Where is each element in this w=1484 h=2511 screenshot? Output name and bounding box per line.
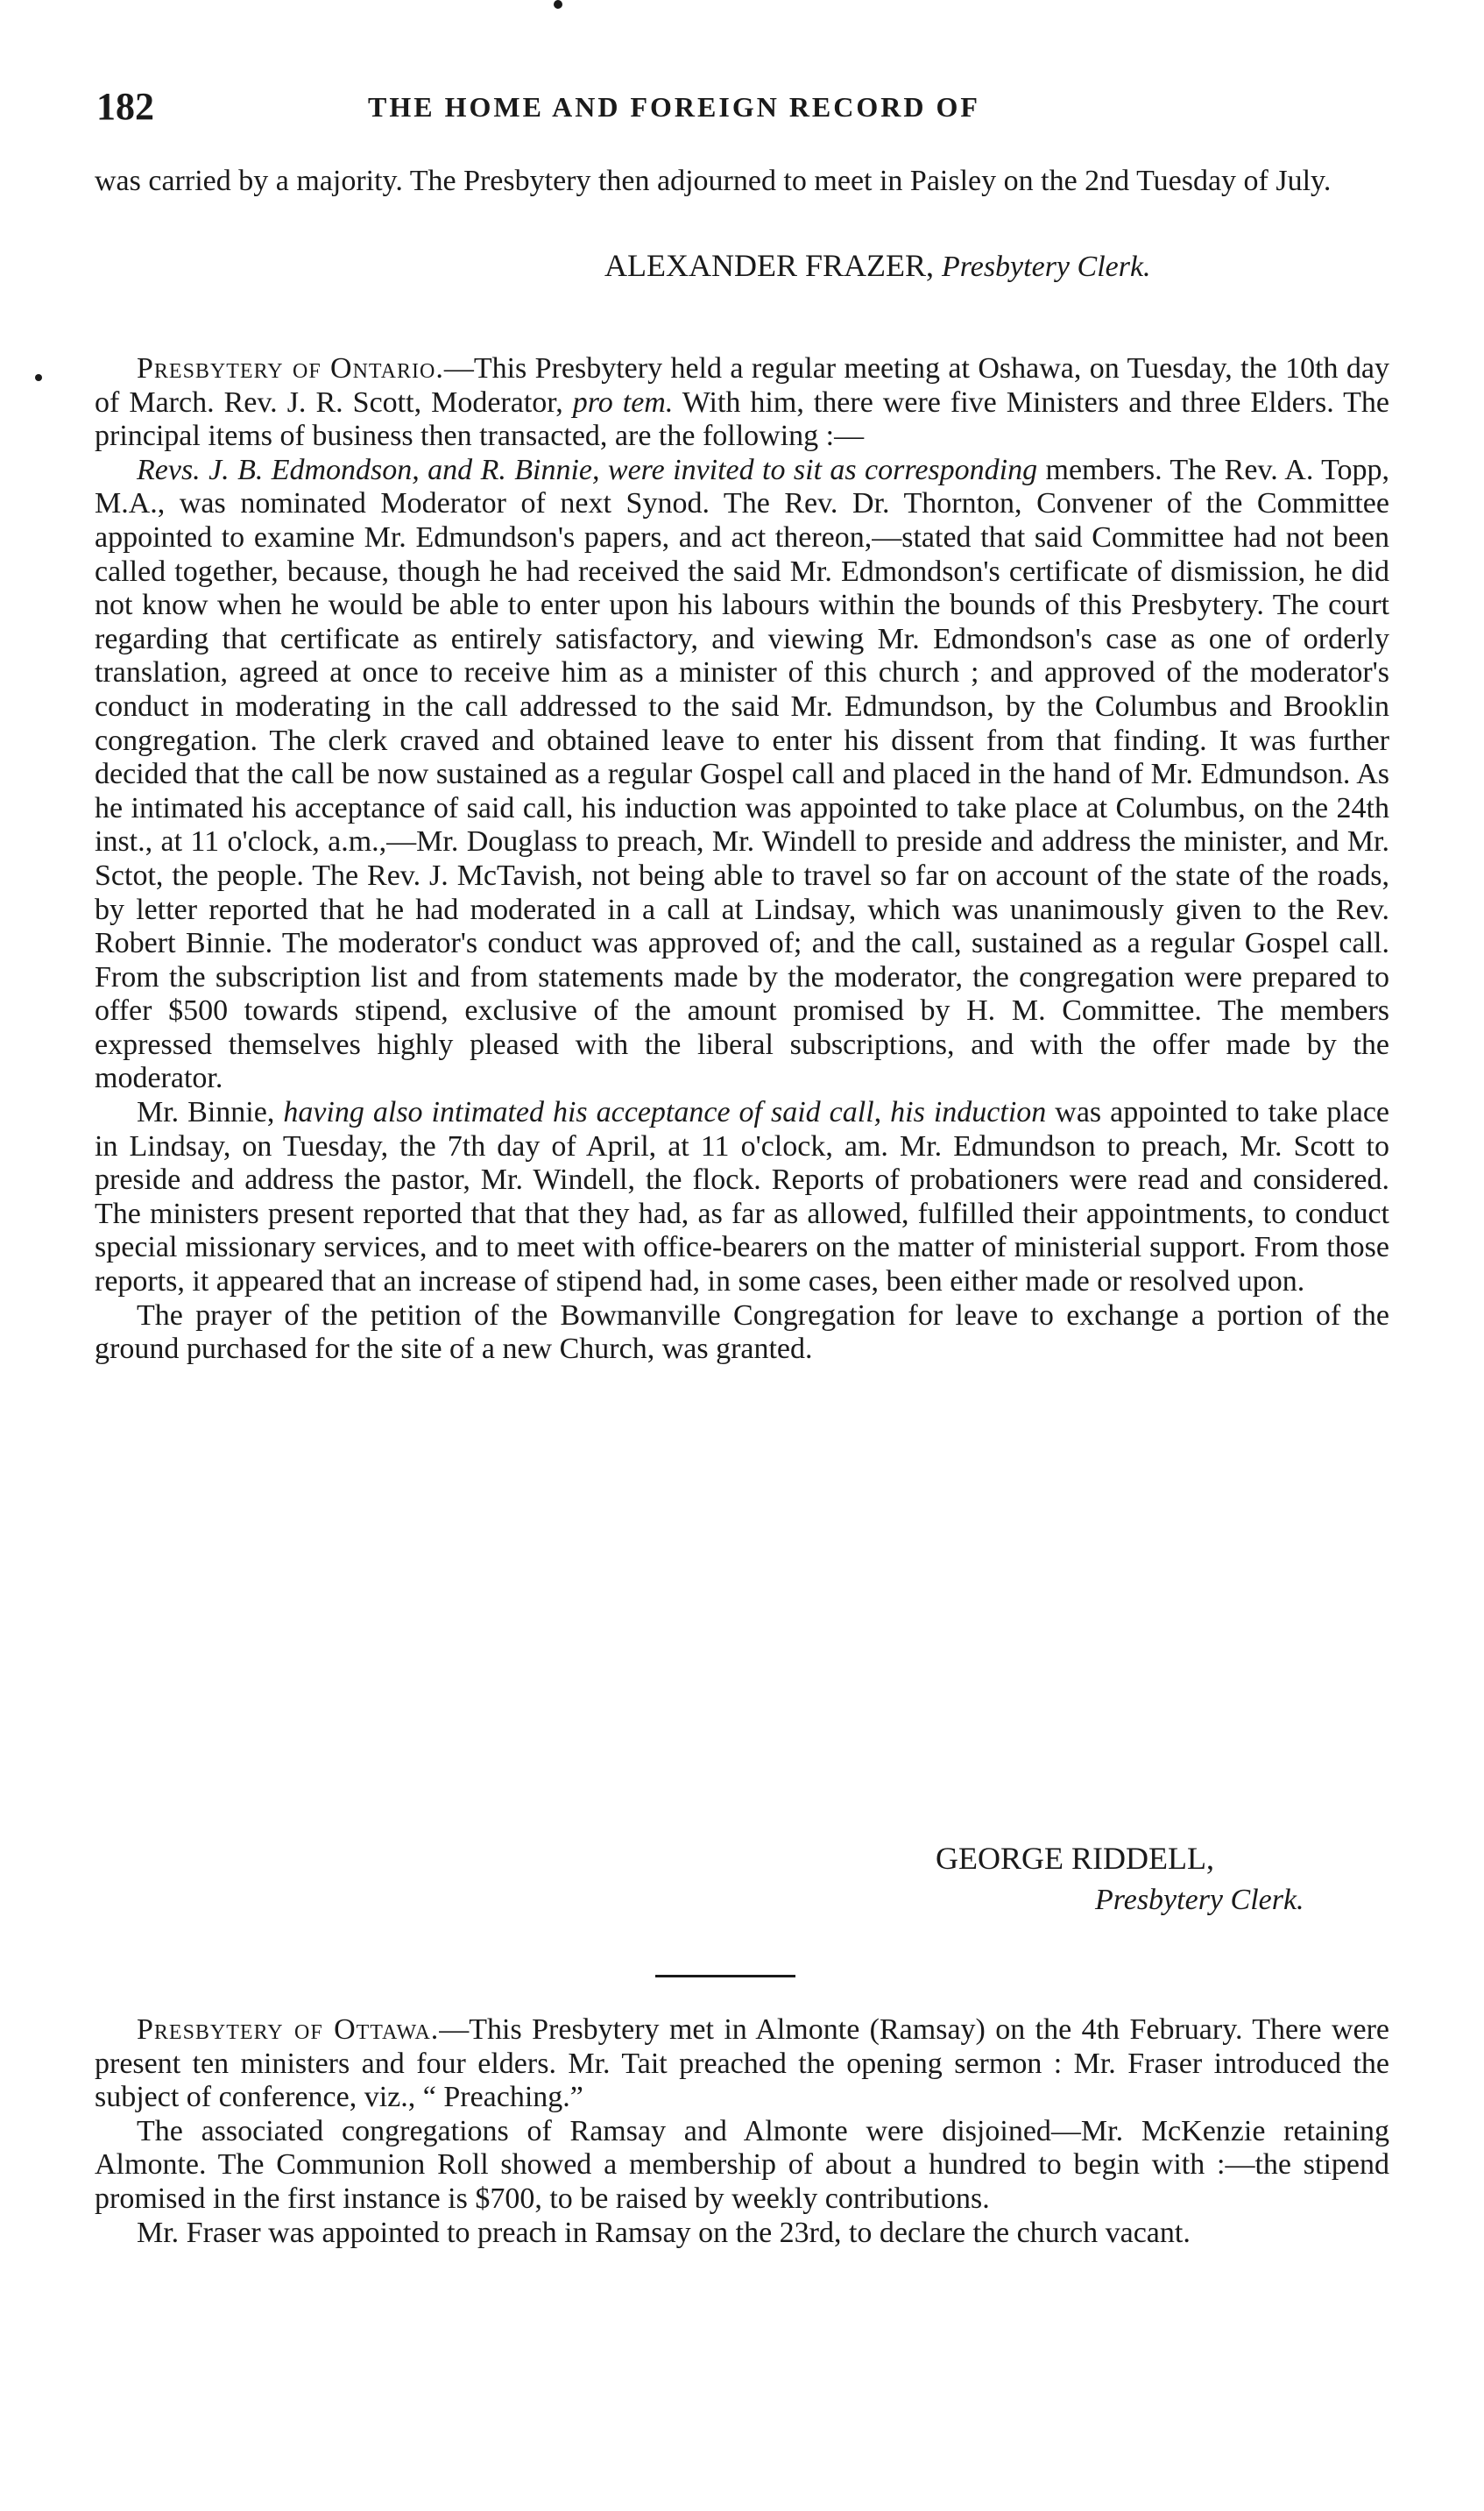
signature-riddell (936, 1840, 1214, 1877)
ottawa-intro-text: —This Presbytery met in Almonte (Ramsay) on the 4th February. There were present ten ministers and four elders. Mr. Tait preached the opening sermon : Mr. Fraser introduced the subject of conference, viz., “ Preaching.” (95, 2013, 1390, 2114)
ontario-para-2-text: was appointed to take place in Lindsay, on Tuesday, the 7th day of April, at 11 o'clock, am. Mr. Edmundson to preach, Mr. Scott to preside and address the pastor, Mr. Windell, the flock. Reports of probationers were read and considered. The ministers present reported that that they had, as far as allowed, fulfilled their appointments, to conduct special missionary services, and to meet with office-bearers on the matter of ministerial support. From those reports, it appeared that an increase of stipend had, in some cases, been either made or resolved upon. (95, 1096, 1389, 1298)
ontario-intro-text: —This Presbytery held a regular meeting at Oshawa, on Tuesday, the 10th day of March. Rev. J. R. Scott, Moderator, (95, 352, 1390, 419)
ottawa-section (95, 2013, 1389, 2250)
ottawa-para-2: Mr. Fraser was appointed to preach in Ramsay on the 23rd, to declare the church vacant. (137, 2216, 1191, 2249)
section-heading: Presbytery of Ontario. (137, 352, 444, 385)
ottawa-intro (95, 2013, 1389, 2115)
continuation-text: was carried by a majority. The Presbytery then adjourned to meet in Paisley on the 2nd Tuesday of July. (95, 165, 1332, 197)
continuation-paragraph (95, 165, 1389, 199)
ontario-para-1 (95, 454, 1389, 1096)
ontario-intro (95, 352, 1389, 454)
signature-name: GEORGE RIDDELL, (936, 1841, 1214, 1876)
signature-title: Presbytery Clerk. (1095, 1884, 1304, 1916)
signature-title: Presbytery Clerk. (942, 251, 1151, 283)
section-heading: Presbytery of Ottawa. (137, 2013, 440, 2046)
ink-mark (554, 0, 562, 9)
page-number: 182 (96, 85, 154, 128)
signature-frazer (604, 247, 1151, 284)
pro-tem: pro tem. (572, 385, 674, 419)
ontario-section (95, 352, 1389, 1367)
section-divider (655, 1975, 795, 1977)
ontario-para-2 (95, 1096, 1389, 1299)
ontario-para-1-text: members. The Rev. A. Topp, M.A., was nominated Moderator of next Synod. The Rev. Dr. Thornton, Convener of the Committee appointed to examine Mr. Edmundson's papers, and act thereon,—stated that said Committee had not been called together, because, though he had received the said Mr. Edmondson's certificate of dismission, he did not know when he would be able to enter upon his labours within the bounds of this Presbytery. The court regarding that certificate as entirely satisfactory, and viewing Mr. Edmondson's case as one of orderly translation, agreed at once to receive him as a minister of this church ; and approved of the moderator's conduct in moderating in the call addressed to the said Mr. Edmundson, by the Columbus and Brooklin congregation. The clerk craved and obtained leave to enter his dissent from that finding. It was further decided that the call be now sustained as a regular Gospel call and placed in the hand of Mr. Edmundson. As he intimated his acceptance of said call, his induction was appointed to take place at Columbus, on the 24th inst., at 11 o'clock, a.m.,—Mr. Douglass to preach, Mr. Windell to preside and address the minister, and Mr. Sctot, the people. The Rev. J. McTavish, not being able to travel so far on account of the state of the roads, by letter reported that he had moderated in a call at Lindsay, which was unanimously given to the Rev. Robert Binnie. The moderator's conduct was approved of; and the call, sustained as a regular Gospel call. From the subscription list and from statements made by the moderator, the congregation were prepared to offer $500 towards stipend, exclusive of the amount promised by H. M. Committee. The members expressed themselves highly pleased with the liberal subscriptions, and with the offer made by the moderator. (95, 453, 1389, 1095)
running-head: THE HOME AND FOREIGN RECORD OF (368, 91, 980, 123)
ontario-para-1-italic: Revs. J. B. Edmondson, and R. Binnie, were invited to sit as corresponding (137, 453, 1038, 486)
ottawa-para-1: The associated congregations of Ramsay and Almonte were disjoined—Mr. McKenzie retaining Almonte. The Communion Roll showed a membership of about a hundred to begin with :—the stipend promised in the first instance is $700, to be raised by weekly contributions. (95, 2114, 1389, 2215)
ontario-para-3: The prayer of the petition of the Bowmanville Congregation for leave to exchange a portion of the ground purchased for the site of a new Church, was granted. (95, 1298, 1389, 1366)
ontario-para-2-italic: having also intimated his acceptance of said call, his induction (274, 1096, 1047, 1129)
signature-name: ALEXANDER FRAZER, (604, 248, 934, 283)
ontario-para-2-lead: Mr. Binnie, (137, 1096, 275, 1129)
margin-mark (35, 374, 42, 381)
ontario-intro-rest: With him, there were five Ministers and three Elders. The principal items of business then transacted, are the following :— (95, 385, 1390, 453)
